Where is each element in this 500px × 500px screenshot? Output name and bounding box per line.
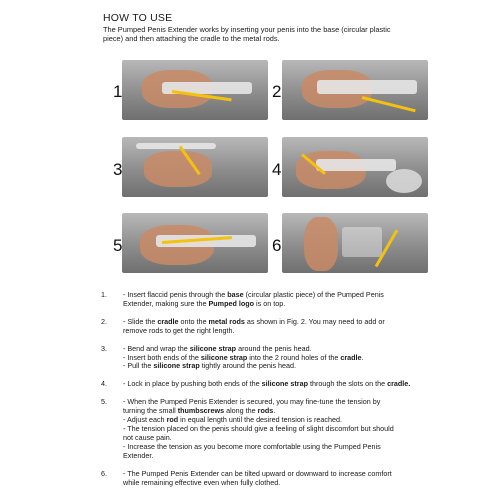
step-line (123, 452, 421, 461)
step-text: - Bend and wrap the (123, 343, 190, 353)
panel-4-shape-detail (386, 169, 422, 193)
illustration-panel-4 (282, 137, 428, 197)
panel-number-3: 3 (113, 160, 123, 179)
instruction-list (101, 291, 421, 496)
step-number: 2. (101, 316, 107, 326)
step-text: along the (224, 406, 258, 416)
step-text: Extender. (123, 450, 154, 460)
step-text: not cause pain. (123, 432, 172, 442)
step-text: - The tension placed on the penis should give a feeling of slight discomfort but should (123, 423, 394, 433)
illustration-panel-6 (282, 213, 428, 273)
step-number: 3. (101, 343, 107, 353)
step-text: remove rods to get the right length. (123, 325, 235, 335)
step-text: turning the small (123, 406, 178, 416)
step-text: tightly around the penis head. (199, 361, 297, 371)
bold-term: silicone strap (200, 352, 248, 362)
step-text: - Insert flaccid penis through the (123, 290, 228, 299)
instruction-step (101, 398, 421, 460)
bold-term: base (227, 290, 244, 299)
panel-number-1: 1 (113, 82, 123, 101)
step-number: 1. (101, 290, 107, 299)
step-text: in equal length until the desired tension is reached. (178, 415, 342, 425)
step-text: - Pull the (123, 361, 154, 371)
bold-term: silicone strap (261, 379, 308, 389)
panel-2-shape-device (317, 80, 417, 94)
step-text: . (361, 352, 364, 362)
panel-number-6: 6 (272, 236, 282, 255)
bold-term: cradle. (387, 379, 411, 389)
bold-term: silicone strap (189, 343, 237, 353)
step-text: - Increase the tension as you become more comfortable using the Pumped Penis (123, 441, 381, 451)
panel-number-2: 2 (272, 82, 282, 101)
instruction-step (101, 345, 421, 372)
bold-term: silicone strap (153, 361, 200, 371)
step-text: around the penis head. (236, 343, 312, 353)
step-text: onto the (178, 316, 209, 326)
step-text: while remaining effective even when fully clothed. (123, 477, 281, 487)
bold-term: rods (257, 406, 274, 416)
intro-paragraph: The Pumped Penis Extender works by inserting your penis into the base (circular plastic piece) and then attaching the cradle to the metal rods. (103, 25, 391, 44)
step-line (123, 362, 421, 371)
bold-term: cradle (340, 352, 362, 362)
step-text: (circular plastic piece) of the Pumped Penis (243, 290, 384, 299)
page-heading: HOW TO USE (103, 12, 173, 24)
instruction-step (101, 470, 421, 488)
step-number: 5. (101, 397, 107, 407)
step-text: through the slots on the (308, 379, 388, 389)
step-line (123, 479, 421, 488)
bold-term: Pumped logo (208, 298, 255, 308)
instruction-step (101, 318, 421, 336)
illustration-panel-1 (122, 60, 268, 120)
illustration-panel-5 (122, 213, 268, 273)
instruction-step (101, 291, 421, 309)
step-text: Extender, making sure the (123, 298, 209, 308)
bold-term: cradle (157, 316, 179, 326)
step-text: - Slide the (123, 316, 158, 326)
panel-number-5: 5 (113, 236, 123, 255)
panel-2-arrow (362, 96, 416, 112)
step-text: . (273, 406, 276, 416)
step-text: - The Pumped Penis Extender can be tilted upward or downward to increase comfort (123, 468, 392, 478)
bold-term: thumbscrews (177, 406, 225, 416)
bold-term: rod (166, 415, 179, 425)
bold-term: metal rods (208, 316, 245, 326)
step-number: 4. (101, 379, 107, 389)
step-text: - Insert both ends of the (123, 352, 201, 362)
panel-3-shape-strap (136, 143, 216, 149)
step-text: is on top. (254, 298, 286, 308)
panel-3-shape-main (144, 151, 212, 187)
step-line (123, 380, 421, 389)
step-line (123, 443, 421, 452)
instruction-step (101, 380, 421, 389)
step-line (123, 300, 421, 309)
illustration-panel-3 (122, 137, 268, 197)
step-text: - Adjust each (123, 415, 167, 425)
step-text: into the 2 round holes of the (247, 352, 341, 362)
step-number: 6. (101, 468, 107, 478)
panel-4-shape-device (316, 159, 396, 171)
step-text: as shown in Fig. 2. You may need to add or (244, 316, 385, 326)
illustration-panel-2 (282, 60, 428, 120)
panel-6-shape-main (304, 217, 338, 271)
panel-6-shape-ghost (342, 227, 382, 257)
panel-number-4: 4 (272, 160, 282, 179)
step-text: - Lock in place by pushing both ends of the (123, 379, 262, 389)
step-line (123, 327, 421, 336)
step-text: - When the Pumped Penis Extender is secured, you may fine-tune the tension by (123, 397, 381, 407)
